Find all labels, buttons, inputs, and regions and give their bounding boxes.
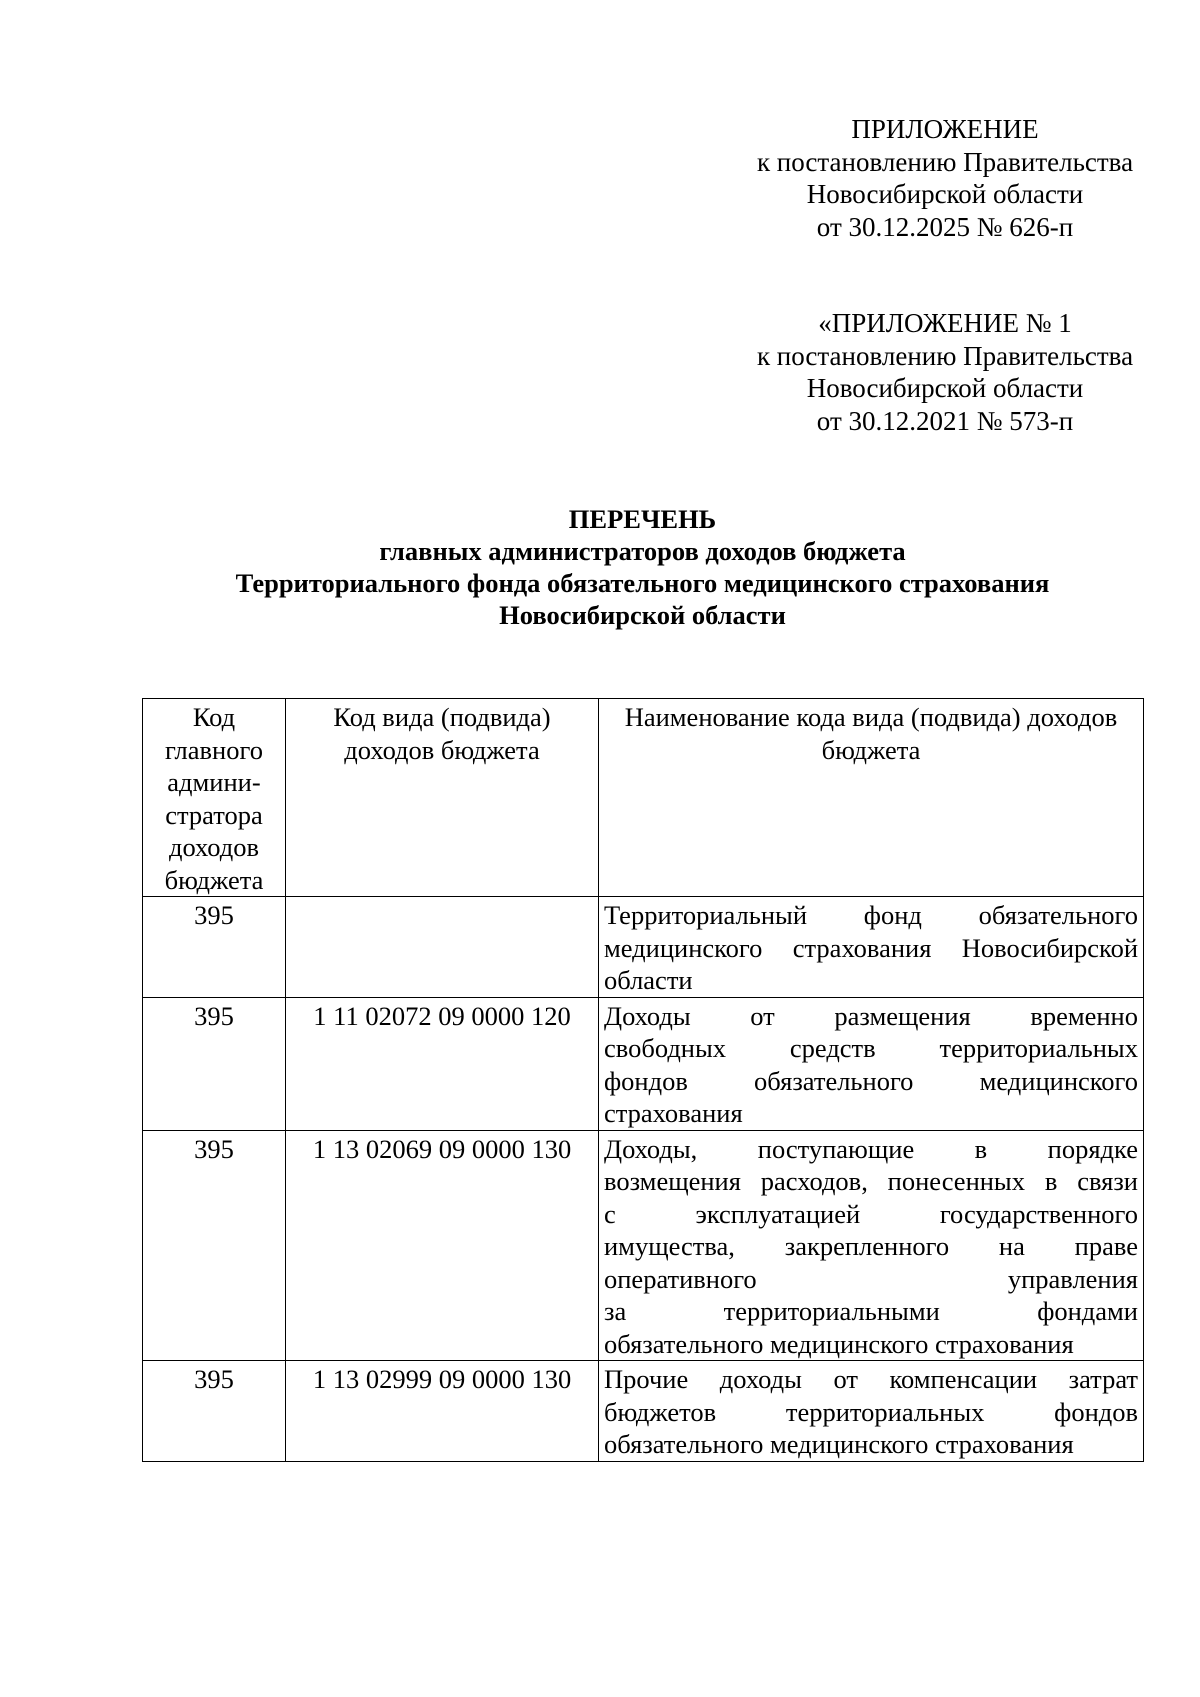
heading-line: главных администраторов доходов бюджета xyxy=(379,536,906,566)
income-code-cell: 1 11 02072 09 0000 120 xyxy=(286,997,599,1130)
attachment-date: от 30.12.2025 № 626-п xyxy=(816,211,1074,242)
income-name-line: Доходы от размещения временно xyxy=(604,1000,1138,1031)
income-name-line: возмещения расходов, понесенных в связи xyxy=(604,1166,1138,1196)
admin-code-cell: 395 xyxy=(143,997,286,1130)
income-name-line: Территориальный фонд обязательного xyxy=(604,900,1138,930)
income-name-line: области xyxy=(604,965,693,995)
income-name-line: фондов обязательного медицинского xyxy=(604,1065,1138,1096)
attachment-line: Новосибирской области xyxy=(806,179,1084,209)
income-code-cell: 1 13 02999 09 0000 130 xyxy=(286,1361,599,1462)
header-income-name-text: Наименование кода вида (подвида) доходов бюджета xyxy=(624,702,1118,765)
income-name-line: страхования xyxy=(604,1098,743,1128)
income-table xyxy=(142,698,1144,1462)
table-row xyxy=(143,1361,1144,1462)
table-row xyxy=(143,997,1144,1130)
document-heading xyxy=(0,503,1200,631)
income-name-cell xyxy=(599,1130,1144,1361)
income-name-line: обязательного медицинского страхования xyxy=(604,1328,1074,1359)
income-name-line: имущества, закрепленного на праве xyxy=(604,1231,1138,1261)
table-row xyxy=(143,1130,1144,1361)
income-name-line: за территориальными фондами xyxy=(604,1296,1138,1326)
heading-title: ПЕРЕЧЕНЬ xyxy=(568,504,717,534)
header-admin-code xyxy=(143,699,286,897)
income-code-cell xyxy=(286,897,599,998)
header-admin-code-text: Код главного админи- стратора доходов бюджета xyxy=(164,702,264,895)
income-name-cell xyxy=(599,1361,1144,1462)
admin-code-cell: 395 xyxy=(143,1130,286,1361)
income-name-cell xyxy=(599,897,1144,998)
income-name-line: оперативного управления xyxy=(604,1263,1138,1294)
admin-code-cell: 395 xyxy=(143,1361,286,1462)
attachment-title: ПРИЛОЖЕНИЕ xyxy=(851,114,1039,144)
prev-attachment-line: к постановлению Правительства xyxy=(756,340,1134,371)
table-row xyxy=(143,897,1144,998)
income-code-cell: 1 13 02069 09 0000 130 xyxy=(286,1130,599,1361)
header-income-name xyxy=(599,699,1144,897)
prev-attachment-title: «ПРИЛОЖЕНИЕ № 1 xyxy=(818,308,1072,338)
prev-attachment-line: Новосибирской области xyxy=(806,373,1084,403)
income-name-cell xyxy=(599,997,1144,1130)
attachment-line: к постановлению Правительства xyxy=(756,146,1134,177)
admin-code-cell: 395 xyxy=(143,897,286,998)
heading-line: Новосибирской области xyxy=(499,600,786,630)
prev-attachment-block xyxy=(745,307,1145,437)
attachment-block xyxy=(745,113,1145,243)
header-income-code xyxy=(286,699,599,897)
income-name-line: бюджетов территориальных фондов xyxy=(604,1396,1138,1427)
income-name-line: свободных средств территориальных xyxy=(604,1033,1138,1063)
income-name-line: Доходы, поступающие в порядке xyxy=(604,1133,1138,1164)
income-name-line: медицинского страхования Новосибирской xyxy=(604,932,1138,963)
prev-attachment-date: от 30.12.2021 № 573-п xyxy=(816,405,1074,436)
income-name-line: с эксплуатацией государственного xyxy=(604,1198,1138,1229)
income-name-line: обязательного медицинского страхования xyxy=(604,1429,1074,1459)
heading-line: Территориального фонда обязательного медицинского страхования xyxy=(235,568,1050,598)
table-header-row xyxy=(143,699,1144,897)
income-name-line: Прочие доходы от компенсации затрат xyxy=(604,1364,1138,1394)
header-income-code-text: Код вида (подвида) доходов бюджета xyxy=(333,702,551,765)
